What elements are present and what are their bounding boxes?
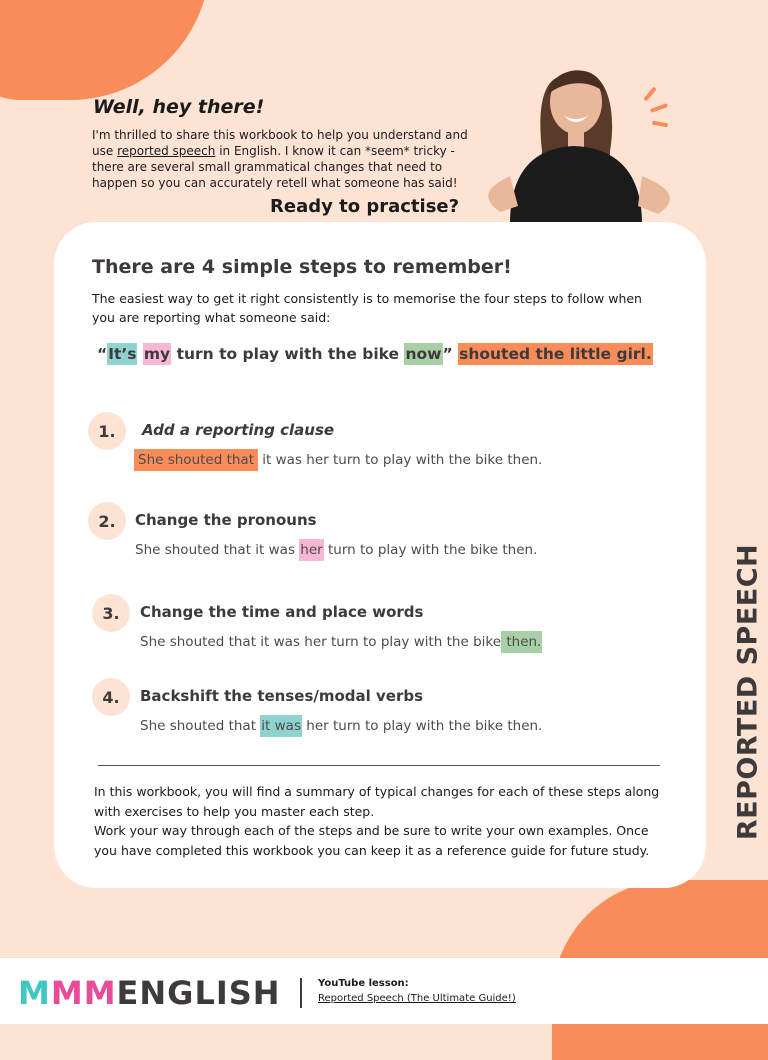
step-example [134,452,542,468]
footer-divider [300,978,302,1008]
step-title: Change the pronouns [135,511,317,529]
logo-m1: M [18,974,51,1012]
steps-card [54,222,706,888]
step-title: Backshift the tenses/modal verbs [140,687,424,705]
step-number: 1. [88,412,126,450]
steps-heading: There are 4 simple steps to remember! [92,256,512,278]
top-left-blob [0,0,210,100]
example-highlight: her [299,539,323,561]
example-pre: She shouted that [140,718,261,734]
step-example [140,634,542,650]
intro-before: I'm thrilled to share this workbook to help you understand and use [92,128,468,158]
quote-open: “ [97,345,108,363]
youtube-lesson-link[interactable]: Reported Speech (The Ultimate Guide!) [318,993,516,1004]
example-quote [97,345,653,363]
blob-dot [54,68,63,80]
greeting-heading: Well, hey there! [93,96,265,118]
mmmenglish-logo [18,974,281,1012]
blob-dot [117,74,126,86]
logo-m3: M [83,974,117,1012]
quote-pronoun-highlight: my [143,345,171,363]
blob-dot [34,74,43,86]
example-post: her turn to play with the bike then. [301,718,543,734]
logo-english: ENGLISH [116,974,281,1012]
step-number: 3. [92,594,130,632]
example-highlight: then. [501,631,542,653]
intro-link-reported-speech: reported speech [117,144,216,158]
quote-middle: turn to play with the bike [176,345,400,363]
divider [98,765,660,766]
blob-dot [75,68,84,80]
example-post: turn to play with the bike then. [323,542,538,558]
presenter-photo [470,36,702,224]
step-example [135,542,537,558]
quote-time-highlight: now [405,345,442,363]
ready-heading: Ready to practise? [270,196,460,217]
step-title: Change the time and place words [140,603,424,621]
intro-after: in English. I know it can *seem* tricky - there are several small grammatical changes that need to happen so you can accurately retell what someone has said! [92,144,458,190]
footer [0,958,768,1024]
logo-m2: M [50,974,84,1012]
side-label: REPORTED SPEECH [732,543,764,841]
quote-reporting-highlight: shouted the little girl. [459,345,652,363]
outro-text [94,782,664,860]
example-highlight: it was [260,715,302,737]
step-example [140,718,542,734]
sparkle-dashes-decoration [643,87,668,128]
example-highlight: She shouted that [134,449,258,471]
example-rest: it was her turn to play with the bike then. [258,452,543,468]
step-title: Add a reporting clause [142,421,335,439]
step-number: 2. [88,502,126,540]
outro-paragraph-1: In this workbook, you will find a summary of typical changes for each of these steps along with exercises to help you master each step. [94,784,660,819]
quote-verb-highlight: It’s [108,345,137,363]
steps-lead-text: The easiest way to get it right consistently is to memorise the four steps to follow when you are reporting what someone said: [92,291,642,325]
youtube-lesson-label: YouTube lesson: [318,978,409,989]
example-pre: She shouted that it was her turn to play with the bike [140,634,502,650]
quote-close: ” [442,345,453,363]
blob-dot [96,70,105,82]
step-number: 4. [92,678,130,716]
intro-text [92,127,484,191]
example-pre: She shouted that it was [135,542,300,558]
outro-paragraph-2: Work your way through each of the steps and be sure to write your own examples. Once you have completed this workbook you can keep it as a reference guide for future study. [94,823,650,858]
